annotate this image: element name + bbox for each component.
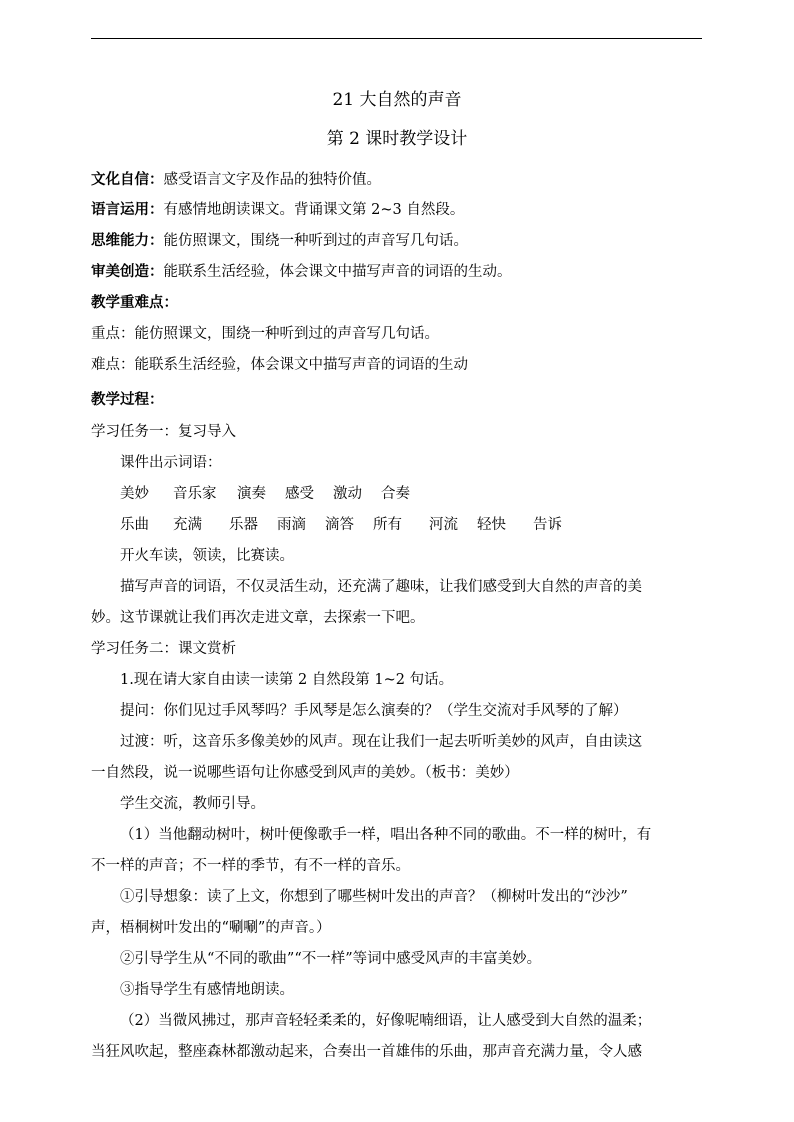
task2-sentence2-line2: 当狂风吹起，整座森林都激动起来，合奏出一首雄伟的乐曲，那声音充满力量，令人感 <box>91 1044 642 1060</box>
objective-label: 语言运用： <box>91 201 164 218</box>
task1-paragraph-line1: 描写声音的词语，不仅灵活生动，还充满了趣味，让我们感受到大自然的声音的美 <box>120 579 642 595</box>
task2-guide1-line2: 声，梧桐树叶发出的“唰唰”的声音。） <box>91 920 331 936</box>
objective-culture <box>91 170 381 190</box>
objective-label: 思维能力： <box>91 232 164 249</box>
vocab-word: 美妙 <box>120 486 149 502</box>
objective-language <box>91 200 464 220</box>
task2-sentence2-line1: （2）当微风拂过，那声音轻轻柔柔的，好像呢喃细语，让人感受到大自然的温柔； <box>120 1013 652 1029</box>
vocab-word: 告诉 <box>533 517 562 533</box>
vocab-word: 激动 <box>333 486 362 502</box>
task2-guide2: ②引导学生从“不同的歌曲”“不一样”等词中感受风声的丰富美妙。 <box>120 951 542 967</box>
vocab-row-2 <box>120 515 573 535</box>
key-point-focus: 重点：能仿照课文，围绕一种听到过的声音写几句话。 <box>91 326 439 342</box>
vocab-word: 音乐家 <box>173 486 217 502</box>
task2-guide1-line1: ①引导想象：读了上文，你想到了哪些树叶发出的声音？（柳树叶发出的“沙沙” <box>120 889 628 905</box>
task2-question: 提问：你们见过手风琴吗？手风琴是怎么演奏的？（学生交流对手风琴的了解） <box>120 703 628 719</box>
vocab-word: 所有 <box>373 517 402 533</box>
objective-text: 能联系生活经验，体会课文中描写声音的词语的生动。 <box>163 264 512 280</box>
task2-exchange: 学生交流，教师引导。 <box>120 796 265 812</box>
process-heading: 教学过程： <box>91 391 164 408</box>
page-subtitle: 第 2 课时教学设计 <box>326 129 468 149</box>
task1-title: 学习任务一：复习导入 <box>91 424 236 440</box>
vocab-word: 合奏 <box>381 486 410 502</box>
vocab-word: 感受 <box>285 486 314 502</box>
vocab-word: 滴答 <box>325 517 354 533</box>
vocab-word: 演奏 <box>237 486 266 502</box>
vocab-word: 河流 <box>429 517 458 533</box>
page-title: 21 大自然的声音 <box>332 90 462 110</box>
task2-title: 学习任务二：课文赏析 <box>91 641 236 657</box>
task2-transition-line2: 一自然段，说一说哪些语句让你感受到风声的美妙。（板书：美妙） <box>91 765 519 781</box>
vocab-word: 雨滴 <box>277 517 306 533</box>
task2-step1: 1.现在请大家自由读一读第 2 自然段第 1~2 句话。 <box>120 672 454 688</box>
task1-paragraph-line2: 妙。这节课就让我们再次走进文章，去探索一下吧。 <box>91 610 425 626</box>
key-points-heading: 教学重难点： <box>91 294 178 311</box>
task1-reading: 开火车读，领读，比赛读。 <box>120 548 294 564</box>
key-point-difficulty: 难点：能联系生活经验，体会课文中描写声音的词语的生动 <box>91 357 468 373</box>
objective-text: 有感情地朗读课文。背诵课文第 2~3 自然段。 <box>163 202 465 218</box>
objective-label: 文化自信： <box>91 171 164 188</box>
objective-thinking <box>91 231 468 251</box>
task2-transition-line1: 过渡：听，这音乐多像美妙的风声。现在让我们一起去听听美妙的风声，自由读这 <box>120 734 642 750</box>
header-rule <box>91 38 702 39</box>
task2-sentence1-line1: （1）当他翻动树叶，树叶便像歌手一样，唱出各种不同的歌曲。不一样的树叶，有 <box>120 827 652 843</box>
task1-intro: 课件出示词语： <box>120 455 222 471</box>
vocab-word: 乐器 <box>229 517 258 533</box>
objective-text: 感受语言文字及作品的独特价值。 <box>163 172 381 188</box>
vocab-word: 轻快 <box>477 517 506 533</box>
vocab-row-1 <box>120 484 429 504</box>
objective-aesthetic <box>91 262 512 282</box>
objective-text: 能仿照课文，围绕一种听到过的声音写几句话。 <box>163 233 468 249</box>
task2-guide3: ③指导学生有感情地朗读。 <box>120 982 294 998</box>
vocab-word: 乐曲 <box>120 517 149 533</box>
task2-sentence1-line2: 不一样的声音；不一样的季节，有不一样的音乐。 <box>91 858 410 874</box>
objective-label: 审美创造： <box>91 263 164 280</box>
vocab-word: 充满 <box>173 517 202 533</box>
